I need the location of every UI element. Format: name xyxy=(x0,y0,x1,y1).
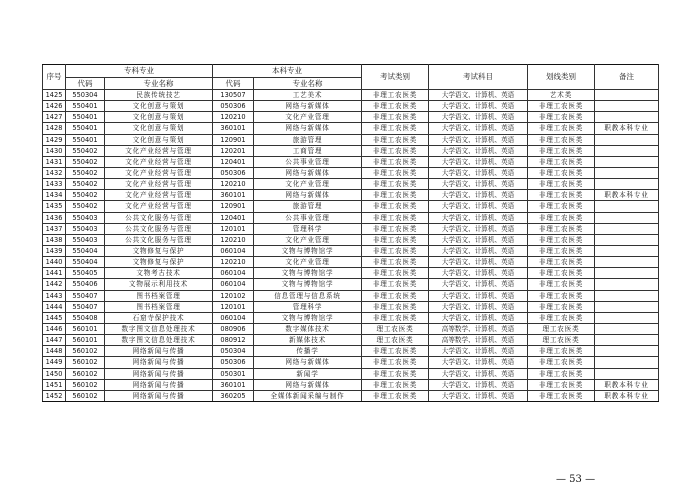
bk-code-cell: 360101 xyxy=(213,123,254,134)
bk-name-cell: 新媒体技术 xyxy=(254,335,362,346)
col-bk-code: 代码 xyxy=(213,78,254,90)
note-cell xyxy=(595,201,659,212)
exam-category-cell: 非理工农医类 xyxy=(362,312,429,323)
exam-subjects-cell: 大学语文、计算机、英语 xyxy=(429,390,528,401)
bk-name-cell: 网络与新媒体 xyxy=(254,123,362,134)
seq-cell: 1432 xyxy=(43,167,66,178)
table-row xyxy=(43,257,659,268)
note-cell xyxy=(595,134,659,145)
bk-code-cell: 120201 xyxy=(213,145,254,156)
seq-cell: 1428 xyxy=(43,123,66,134)
exam-subjects-cell: 大学语文、计算机、英语 xyxy=(429,123,528,134)
zk-name-cell: 文物修复与保护 xyxy=(105,245,213,256)
bk-code-cell: 060104 xyxy=(213,245,254,256)
exam-category-cell: 非理工农医类 xyxy=(362,379,429,390)
zk-code-cell: 550404 xyxy=(66,257,105,268)
exam-subjects-cell: 大学语文、计算机、英语 xyxy=(429,346,528,357)
line-category-cell: 非理工农医类 xyxy=(528,368,595,379)
col-group-zk: 专科专业 xyxy=(66,65,213,78)
bk-name-cell: 文化产业管理 xyxy=(254,257,362,268)
bk-name-cell: 文物与博物馆学 xyxy=(254,268,362,279)
exam-subjects-cell: 大学语文、计算机、英语 xyxy=(429,167,528,178)
zk-name-cell: 图书档案管理 xyxy=(105,290,213,301)
seq-cell: 1449 xyxy=(43,357,66,368)
zk-name-cell: 网络新闻与传播 xyxy=(105,379,213,390)
zk-name-cell: 网络新闻与传播 xyxy=(105,346,213,357)
line-category-cell: 非理工农医类 xyxy=(528,167,595,178)
exam-subjects-cell: 大学语文、计算机、英语 xyxy=(429,279,528,290)
seq-cell: 1447 xyxy=(43,335,66,346)
exam-category-cell: 非理工农医类 xyxy=(362,145,429,156)
seq-cell: 1426 xyxy=(43,101,66,112)
table-row xyxy=(43,90,659,101)
exam-subjects-cell: 大学语文、计算机、英语 xyxy=(429,368,528,379)
bk-name-cell: 工商管理 xyxy=(254,145,362,156)
line-category-cell: 非理工农医类 xyxy=(528,201,595,212)
bk-code-cell: 360205 xyxy=(213,390,254,401)
bk-name-cell: 网络与新媒体 xyxy=(254,379,362,390)
table-row xyxy=(43,223,659,234)
note-cell xyxy=(595,101,659,112)
note-cell xyxy=(595,357,659,368)
exam-category-cell: 非理工农医类 xyxy=(362,112,429,123)
seq-cell: 1431 xyxy=(43,156,66,167)
bk-code-cell: 120210 xyxy=(213,234,254,245)
exam-category-cell: 非理工农医类 xyxy=(362,390,429,401)
line-category-cell: 艺术类 xyxy=(528,90,595,101)
table-row xyxy=(43,245,659,256)
zk-code-cell: 550402 xyxy=(66,167,105,178)
exam-category-cell: 非理工农医类 xyxy=(362,234,429,245)
bk-name-cell: 旅游管理 xyxy=(254,201,362,212)
seq-cell: 1437 xyxy=(43,223,66,234)
line-category-cell: 非理工农医类 xyxy=(528,279,595,290)
note-cell xyxy=(595,234,659,245)
exam-category-cell: 非理工农医类 xyxy=(362,357,429,368)
exam-category-cell: 非理工农医类 xyxy=(362,223,429,234)
note-cell: 职教本科专业 xyxy=(595,379,659,390)
exam-subjects-cell: 大学语文、计算机、英语 xyxy=(429,134,528,145)
zk-name-cell: 民族传统技艺 xyxy=(105,90,213,101)
exam-category-cell: 非理工农医类 xyxy=(362,167,429,178)
zk-code-cell: 550406 xyxy=(66,279,105,290)
bk-code-cell: 060104 xyxy=(213,312,254,323)
exam-subjects-cell: 大学语文、计算机、英语 xyxy=(429,145,528,156)
zk-name-cell: 文化产业经营与管理 xyxy=(105,156,213,167)
note-cell xyxy=(595,346,659,357)
note-cell xyxy=(595,301,659,312)
zk-name-cell: 文化产业经营与管理 xyxy=(105,201,213,212)
zk-name-cell: 文化创意与策划 xyxy=(105,134,213,145)
bk-name-cell: 工艺美术 xyxy=(254,90,362,101)
exam-subjects-cell: 大学语文、计算机、英语 xyxy=(429,112,528,123)
zk-code-cell: 550403 xyxy=(66,234,105,245)
table-row xyxy=(43,357,659,368)
zk-code-cell: 560102 xyxy=(66,390,105,401)
zk-name-cell: 文化创意与策划 xyxy=(105,112,213,123)
zk-name-cell: 网络新闻与传播 xyxy=(105,390,213,401)
table-row xyxy=(43,312,659,323)
exam-category-cell: 非理工农医类 xyxy=(362,257,429,268)
bk-name-cell: 文物与博物馆学 xyxy=(254,312,362,323)
line-category-cell: 非理工农医类 xyxy=(528,357,595,368)
exam-subjects-cell: 大学语文、计算机、英语 xyxy=(429,379,528,390)
zk-name-cell: 数字图文信息处理技术 xyxy=(105,335,213,346)
exam-category-cell: 非理工农医类 xyxy=(362,190,429,201)
zk-name-cell: 文化产业经营与管理 xyxy=(105,167,213,178)
zk-code-cell: 550408 xyxy=(66,312,105,323)
line-category-cell: 非理工农医类 xyxy=(528,268,595,279)
table-row xyxy=(43,156,659,167)
line-category-cell: 非理工农医类 xyxy=(528,123,595,134)
bk-code-cell: 050301 xyxy=(213,368,254,379)
table-body xyxy=(43,90,659,402)
note-cell: 职教本科专业 xyxy=(595,390,659,401)
col-note: 备注 xyxy=(595,65,659,90)
zk-code-cell: 550407 xyxy=(66,301,105,312)
zk-name-cell: 网络新闻与传播 xyxy=(105,368,213,379)
exam-category-cell: 非理工农医类 xyxy=(362,156,429,167)
zk-code-cell: 560101 xyxy=(66,323,105,334)
note-cell xyxy=(595,323,659,334)
exam-category-cell: 非理工农医类 xyxy=(362,101,429,112)
bk-name-cell: 管理科学 xyxy=(254,301,362,312)
zk-name-cell: 公共文化服务与管理 xyxy=(105,212,213,223)
col-zk-code: 代码 xyxy=(66,78,105,90)
exam-category-cell: 非理工农医类 xyxy=(362,134,429,145)
seq-cell: 1451 xyxy=(43,379,66,390)
seq-cell: 1434 xyxy=(43,190,66,201)
zk-code-cell: 550404 xyxy=(66,245,105,256)
exam-category-cell: 非理工农医类 xyxy=(362,179,429,190)
line-category-cell: 非理工农医类 xyxy=(528,101,595,112)
seq-cell: 1436 xyxy=(43,212,66,223)
table-row xyxy=(43,190,659,201)
bk-code-cell: 050306 xyxy=(213,357,254,368)
col-bk-name: 专业名称 xyxy=(254,78,362,90)
line-category-cell: 非理工农医类 xyxy=(528,390,595,401)
bk-code-cell: 120401 xyxy=(213,156,254,167)
exam-subjects-cell: 大学语文、计算机、英语 xyxy=(429,90,528,101)
zk-code-cell: 550401 xyxy=(66,134,105,145)
zk-code-cell: 550402 xyxy=(66,145,105,156)
col-line-category: 划线类别 xyxy=(528,65,595,90)
bk-code-cell: 120210 xyxy=(213,112,254,123)
admission-table xyxy=(42,64,659,402)
line-category-cell: 非理工农医类 xyxy=(528,257,595,268)
note-cell xyxy=(595,156,659,167)
table-row xyxy=(43,101,659,112)
bk-code-cell: 120101 xyxy=(213,223,254,234)
zk-name-cell: 图书档案管理 xyxy=(105,301,213,312)
exam-subjects-cell: 大学语文、计算机、英语 xyxy=(429,190,528,201)
zk-name-cell: 网络新闻与传播 xyxy=(105,357,213,368)
col-group-bk: 本科专业 xyxy=(213,65,362,78)
line-category-cell: 非理工农医类 xyxy=(528,145,595,156)
seq-cell: 1433 xyxy=(43,179,66,190)
bk-name-cell: 传播学 xyxy=(254,346,362,357)
bk-code-cell: 060104 xyxy=(213,279,254,290)
line-category-cell: 非理工农医类 xyxy=(528,156,595,167)
exam-category-cell: 非理工农医类 xyxy=(362,90,429,101)
zk-code-cell: 550402 xyxy=(66,201,105,212)
note-cell xyxy=(595,368,659,379)
line-category-cell: 非理工农医类 xyxy=(528,190,595,201)
zk-code-cell: 560102 xyxy=(66,368,105,379)
line-category-cell: 非理工农医类 xyxy=(528,112,595,123)
col-exam-category: 考试类别 xyxy=(362,65,429,90)
exam-subjects-cell: 大学语文、计算机、英语 xyxy=(429,290,528,301)
bk-name-cell: 文化产业管理 xyxy=(254,179,362,190)
seq-cell: 1442 xyxy=(43,279,66,290)
bk-code-cell: 120210 xyxy=(213,179,254,190)
zk-code-cell: 550401 xyxy=(66,112,105,123)
seq-cell: 1448 xyxy=(43,346,66,357)
exam-category-cell: 非理工农医类 xyxy=(362,123,429,134)
bk-name-cell: 公共事业管理 xyxy=(254,212,362,223)
exam-subjects-cell: 大学语文、计算机、英语 xyxy=(429,101,528,112)
line-category-cell: 非理工农医类 xyxy=(528,134,595,145)
bk-name-cell: 信息管理与信息系统 xyxy=(254,290,362,301)
zk-name-cell: 文物修复与保护 xyxy=(105,257,213,268)
zk-code-cell: 550402 xyxy=(66,179,105,190)
note-cell xyxy=(595,223,659,234)
line-category-cell: 非理工农医类 xyxy=(528,290,595,301)
zk-name-cell: 石窟寺保护技术 xyxy=(105,312,213,323)
zk-code-cell: 550401 xyxy=(66,123,105,134)
seq-cell: 1439 xyxy=(43,245,66,256)
exam-subjects-cell: 大学语文、计算机、英语 xyxy=(429,201,528,212)
line-category-cell: 非理工农医类 xyxy=(528,301,595,312)
table-row xyxy=(43,279,659,290)
line-category-cell: 非理工农医类 xyxy=(528,379,595,390)
table-row xyxy=(43,234,659,245)
table-row xyxy=(43,134,659,145)
table-row xyxy=(43,167,659,178)
zk-name-cell: 数字图文信息处理技术 xyxy=(105,323,213,334)
bk-name-cell: 文化产业管理 xyxy=(254,234,362,245)
exam-category-cell: 非理工农医类 xyxy=(362,290,429,301)
seq-cell: 1444 xyxy=(43,301,66,312)
exam-category-cell: 非理工农医类 xyxy=(362,201,429,212)
exam-category-cell: 非理工农医类 xyxy=(362,346,429,357)
col-exam-subjects: 考试科目 xyxy=(429,65,528,90)
table-row xyxy=(43,112,659,123)
zk-name-cell: 文化产业经营与管理 xyxy=(105,190,213,201)
zk-code-cell: 550402 xyxy=(66,156,105,167)
exam-subjects-cell: 大学语文、计算机、英语 xyxy=(429,357,528,368)
bk-code-cell: 120901 xyxy=(213,134,254,145)
note-cell: 职教本科专业 xyxy=(595,123,659,134)
exam-category-cell: 非理工农医类 xyxy=(362,301,429,312)
bk-code-cell: 120101 xyxy=(213,301,254,312)
exam-subjects-cell: 高等数学、计算机、英语 xyxy=(429,323,528,334)
line-category-cell: 非理工农医类 xyxy=(528,346,595,357)
zk-name-cell: 文化产业经营与管理 xyxy=(105,145,213,156)
bk-name-cell: 管理科学 xyxy=(254,223,362,234)
table-row xyxy=(43,346,659,357)
table-row xyxy=(43,335,659,346)
table-row xyxy=(43,145,659,156)
note-cell xyxy=(595,212,659,223)
bk-code-cell: 130507 xyxy=(213,90,254,101)
zk-name-cell: 文物考古技术 xyxy=(105,268,213,279)
table-row xyxy=(43,379,659,390)
seq-cell: 1438 xyxy=(43,234,66,245)
seq-cell: 1452 xyxy=(43,390,66,401)
zk-code-cell: 550304 xyxy=(66,90,105,101)
bk-code-cell: 120401 xyxy=(213,212,254,223)
seq-cell: 1450 xyxy=(43,368,66,379)
seq-cell: 1430 xyxy=(43,145,66,156)
bk-name-cell: 文物与博物馆学 xyxy=(254,245,362,256)
line-category-cell: 非理工农医类 xyxy=(528,312,595,323)
zk-code-cell: 550407 xyxy=(66,290,105,301)
bk-name-cell: 网络与新媒体 xyxy=(254,101,362,112)
table-row xyxy=(43,301,659,312)
note-cell xyxy=(595,268,659,279)
zk-name-cell: 文化创意与策划 xyxy=(105,101,213,112)
zk-code-cell: 560101 xyxy=(66,335,105,346)
exam-subjects-cell: 大学语文、计算机、英语 xyxy=(429,156,528,167)
seq-cell: 1443 xyxy=(43,290,66,301)
note-cell xyxy=(595,179,659,190)
exam-category-cell: 非理工农医类 xyxy=(362,245,429,256)
zk-name-cell: 文化创意与策划 xyxy=(105,123,213,134)
seq-cell: 1429 xyxy=(43,134,66,145)
exam-subjects-cell: 大学语文、计算机、英语 xyxy=(429,257,528,268)
table-row xyxy=(43,268,659,279)
table-row xyxy=(43,123,659,134)
note-cell xyxy=(595,335,659,346)
line-category-cell: 非理工农医类 xyxy=(528,245,595,256)
table-row xyxy=(43,368,659,379)
bk-code-cell: 360101 xyxy=(213,190,254,201)
exam-subjects-cell: 大学语文、计算机、英语 xyxy=(429,234,528,245)
zk-name-cell: 公共文化服务与管理 xyxy=(105,223,213,234)
seq-cell: 1445 xyxy=(43,312,66,323)
bk-code-cell: 360101 xyxy=(213,379,254,390)
table-row xyxy=(43,179,659,190)
exam-category-cell: 非理工农医类 xyxy=(362,279,429,290)
line-category-cell: 非理工农医类 xyxy=(528,179,595,190)
note-cell xyxy=(595,257,659,268)
line-category-cell: 非理工农医类 xyxy=(528,234,595,245)
note-cell xyxy=(595,90,659,101)
bk-name-cell: 公共事业管理 xyxy=(254,156,362,167)
zk-name-cell: 公共文化服务与管理 xyxy=(105,234,213,245)
zk-name-cell: 文物展示利用技术 xyxy=(105,279,213,290)
note-cell xyxy=(595,145,659,156)
table-row xyxy=(43,201,659,212)
line-category-cell: 理工农医类 xyxy=(528,323,595,334)
zk-name-cell: 文化产业经营与管理 xyxy=(105,179,213,190)
table-row xyxy=(43,323,659,334)
seq-cell: 1441 xyxy=(43,268,66,279)
seq-cell: 1435 xyxy=(43,201,66,212)
bk-name-cell: 新闻学 xyxy=(254,368,362,379)
note-cell xyxy=(595,279,659,290)
bk-code-cell: 080906 xyxy=(213,323,254,334)
exam-subjects-cell: 大学语文、计算机、英语 xyxy=(429,301,528,312)
zk-code-cell: 560102 xyxy=(66,357,105,368)
zk-code-cell: 550403 xyxy=(66,212,105,223)
exam-category-cell: 理工农医类 xyxy=(362,323,429,334)
exam-subjects-cell: 大学语文、计算机、英语 xyxy=(429,212,528,223)
seq-cell: 1425 xyxy=(43,90,66,101)
bk-name-cell: 文物与博物馆学 xyxy=(254,279,362,290)
seq-cell: 1446 xyxy=(43,323,66,334)
bk-name-cell: 网络与新媒体 xyxy=(254,190,362,201)
table-header xyxy=(43,65,659,90)
bk-code-cell: 050304 xyxy=(213,346,254,357)
zk-code-cell: 550403 xyxy=(66,223,105,234)
line-category-cell: 非理工农医类 xyxy=(528,223,595,234)
bk-code-cell: 050306 xyxy=(213,101,254,112)
exam-subjects-cell: 大学语文、计算机、英语 xyxy=(429,268,528,279)
note-cell: 职教本科专业 xyxy=(595,190,659,201)
note-cell xyxy=(595,167,659,178)
line-category-cell: 非理工农医类 xyxy=(528,212,595,223)
seq-cell: 1427 xyxy=(43,112,66,123)
exam-category-cell: 理工农医类 xyxy=(362,335,429,346)
exam-category-cell: 非理工农医类 xyxy=(362,212,429,223)
zk-code-cell: 550405 xyxy=(66,268,105,279)
bk-code-cell: 080912 xyxy=(213,335,254,346)
seq-cell: 1440 xyxy=(43,257,66,268)
bk-code-cell: 120901 xyxy=(213,201,254,212)
table-row xyxy=(43,290,659,301)
bk-name-cell: 数字媒体技术 xyxy=(254,323,362,334)
bk-code-cell: 120210 xyxy=(213,257,254,268)
page-number: — 53 — xyxy=(556,474,596,485)
zk-code-cell: 550401 xyxy=(66,101,105,112)
exam-subjects-cell: 大学语文、计算机、英语 xyxy=(429,179,528,190)
note-cell xyxy=(595,290,659,301)
bk-name-cell: 网络与新媒体 xyxy=(254,357,362,368)
bk-code-cell: 120102 xyxy=(213,290,254,301)
zk-code-cell: 550402 xyxy=(66,190,105,201)
table-row xyxy=(43,212,659,223)
table-row xyxy=(43,390,659,401)
bk-code-cell: 050306 xyxy=(213,167,254,178)
exam-subjects-cell: 大学语文、计算机、英语 xyxy=(429,245,528,256)
exam-category-cell: 非理工农医类 xyxy=(362,268,429,279)
bk-code-cell: 060104 xyxy=(213,268,254,279)
exam-subjects-cell: 大学语文、计算机、英语 xyxy=(429,312,528,323)
col-zk-name: 专业名称 xyxy=(105,78,213,90)
note-cell xyxy=(595,312,659,323)
exam-subjects-cell: 高等数学、计算机、英语 xyxy=(429,335,528,346)
exam-subjects-cell: 大学语文、计算机、英语 xyxy=(429,223,528,234)
bk-name-cell: 旅游管理 xyxy=(254,134,362,145)
note-cell xyxy=(595,245,659,256)
bk-name-cell: 全媒体新闻采编与制作 xyxy=(254,390,362,401)
note-cell xyxy=(595,112,659,123)
exam-category-cell: 非理工农医类 xyxy=(362,368,429,379)
bk-name-cell: 文化产业管理 xyxy=(254,112,362,123)
line-category-cell: 理工农医类 xyxy=(528,335,595,346)
zk-code-cell: 560102 xyxy=(66,379,105,390)
col-seq: 序号 xyxy=(43,65,66,90)
zk-code-cell: 560102 xyxy=(66,346,105,357)
bk-name-cell: 网络与新媒体 xyxy=(254,167,362,178)
